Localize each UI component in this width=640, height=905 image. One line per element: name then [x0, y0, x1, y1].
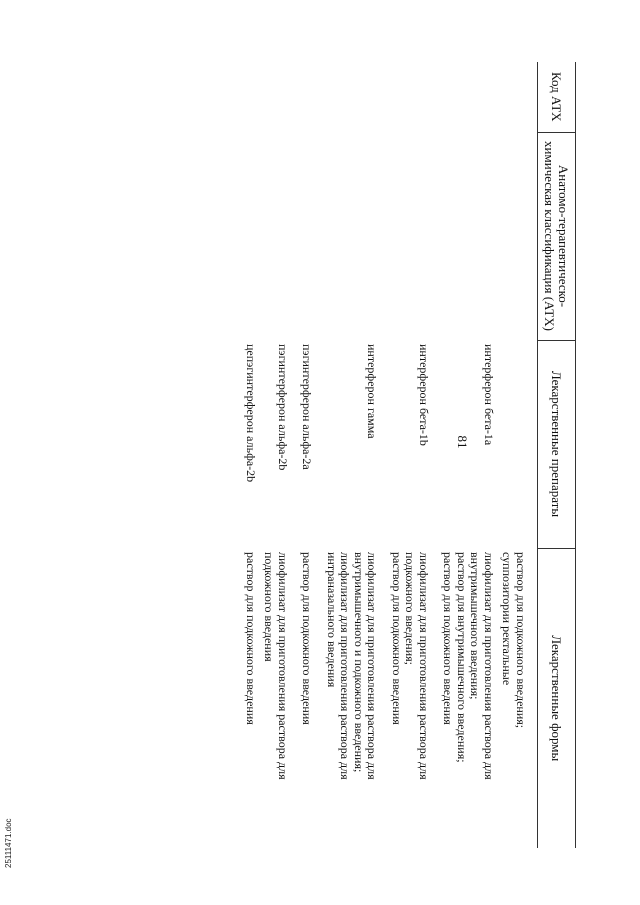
dosage-form-line: раствор для подкожного введения — [244, 552, 258, 725]
dosage-forms-cell — [244, 548, 258, 848]
atc-code-cell — [257, 62, 289, 132]
atc-code-cell — [495, 62, 527, 132]
dosage-forms-cell — [430, 548, 495, 848]
dosage-form-line: лиофилизат для приготовления раствора для — [276, 552, 290, 780]
atc-code-cell — [244, 62, 258, 132]
drug-name-cell: пэгинтерферон альфа-2b — [276, 344, 290, 471]
drug-name-cell: интерферон гамма — [365, 344, 380, 439]
dosage-form-line: раствор для подкожного введения; — [514, 552, 528, 729]
dosage-form-line: подкожного введения — [262, 552, 277, 662]
dosage-form-line: лиофилизат для приготовления раствора для — [338, 552, 353, 780]
table-header-row — [538, 62, 576, 848]
atc-code-cell — [379, 62, 431, 132]
dosage-form-line: суппозитории ректальные — [500, 552, 515, 686]
atc-classification-cell — [244, 132, 258, 340]
atc-classification-cell — [314, 132, 379, 340]
dosage-form-line: лиофилизат для приготовления раствора для — [482, 552, 496, 780]
atc-code-cell — [430, 62, 495, 132]
page-number: 81 — [455, 435, 470, 449]
atc-drug-table — [244, 62, 577, 848]
dosage-form-line: раствор для подкожного введения — [300, 552, 315, 725]
atc-classification-cell — [257, 132, 289, 340]
atc-code-cell — [289, 62, 314, 132]
dosage-forms-cell — [314, 548, 379, 848]
dosage-form-line: внутримышечного и подкожного введения; — [352, 552, 366, 773]
table-row — [289, 62, 314, 848]
table-row — [495, 62, 527, 848]
header-dosage-forms: Лекарственные формы — [549, 635, 565, 762]
dosage-forms-cell — [257, 548, 289, 848]
dosage-forms-cell — [495, 548, 527, 848]
dosage-form-line: внутримышечного введения; — [468, 552, 483, 700]
drug-name-cell: пэгинтерферон альфа-2a — [300, 344, 315, 470]
table-row — [257, 62, 289, 848]
dosage-form-line: раствор для подкожного введения — [390, 552, 404, 725]
header-drugs: Лекарственные препараты — [538, 340, 576, 548]
drug-name-cell: интерферон бета-1b — [417, 344, 431, 446]
dosage-form-line: подкожного введения; — [403, 552, 418, 665]
table-row — [244, 62, 258, 848]
atc-classification-cell — [379, 132, 431, 340]
drug-name-cell — [495, 340, 527, 548]
drug-name-cell: цепэгинтерферон альфа-2b — [244, 344, 258, 483]
dosage-form-line: лиофилизат для приготовления раствора для — [365, 552, 380, 780]
dosage-form-line: раствор для внутримышечного введения; — [455, 552, 469, 763]
header-atc-classification: Анатомо-терапевтическо-химическая классификация (АТХ) — [538, 132, 576, 340]
dosage-form-line: раствор для подкожного введения — [441, 552, 456, 725]
dosage-form-line: интраназального введения — [325, 552, 339, 688]
header-atc-code: Код АТХ — [538, 62, 576, 132]
atc-code-cell — [314, 62, 379, 132]
drug-name-cell: интерферон бета-1a — [482, 344, 496, 446]
table-row — [314, 62, 379, 848]
dosage-form-line: лиофилизат для приготовления раствора для — [417, 552, 431, 780]
atc-classification-cell — [289, 132, 314, 340]
atc-classification-cell — [430, 132, 495, 340]
document-code: 25111471.doc — [4, 818, 13, 868]
dosage-forms-cell — [379, 548, 431, 848]
table-row — [379, 62, 431, 848]
rotated-page — [122, 62, 576, 862]
dosage-forms-cell — [289, 548, 314, 848]
atc-classification-cell — [495, 132, 527, 340]
